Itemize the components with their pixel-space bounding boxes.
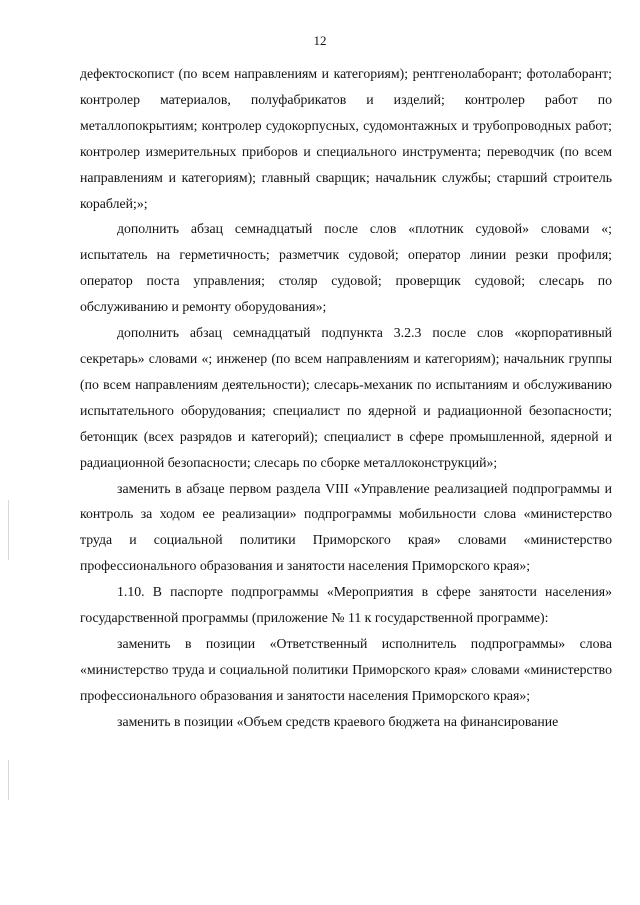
paragraph-continuation-list: дефектоскопист (по всем направлениям и категориям); рентгенолаборант; фотолаборант; контролер материалов, полуфабрикатов и изделий; контролер работ по металлопокрытиям; контролер судокорпусных, судомонтажных и трубопроводных работ; контролер измерительных приборов и специального инструмента; переводчик (по всем направлениям и категориям); главный сварщик; начальник службы; старший строитель кораблей;»; <box>80 66 612 211</box>
paragraph-replace-budget-volume: заменить в позиции «Объем средств краевого бюджета на финансирование <box>117 713 559 729</box>
paragraph-add-subclause-3-2-3: дополнить абзац семнадцатый подпункта 3.2.3 после слов «корпоративный секретарь» словами «; инженер (по всем направлениям и категориям); начальник группы (по всем направлениям деятельности); слесарь-механик по испытаниям и обслуживанию испытательного оборудования; специалист по ядерной и радиационной безопасности; бетонщик (всех разрядов и категорий); специалист в сфере промышленной, ядерной и радиационной безопасности; слесарь по сборке металлоконструкций»; <box>80 325 612 470</box>
scan-artifact-line <box>8 760 9 800</box>
paragraph-replace-section-viii: заменить в абзаце первом раздела VIII «Управление реализацией подпрограммы и контроль за ходом ее реализации» подпрограммы мобильности слова «министерство труда и социальной политики Приморского края» словами «министерство профессионального образования и занятости населения Приморского края»; <box>80 480 612 574</box>
paragraph-add-paragraph-17: дополнить абзац семнадцатый после слов «плотник судовой» словами «; испытатель на герметичность; разметчик судовой; оператор линии резки профиля; оператор поста управления; столяр судовой; проверщик судовой; слесарь по обслуживанию и ремонту оборудования»; <box>80 221 612 315</box>
paragraph-clause-1-10: 1.10. В паспорте подпрограммы «Мероприятия в сфере занятости населения» государственной программы (приложение № 11 к государственной программе): <box>80 584 612 626</box>
paragraph-replace-responsible-executor: заменить в позиции «Ответственный исполнитель подпрограммы» слова «министерство труда и социальной политики Приморского края» словами «министерство профессионального образования и занятости населения Приморского края»; <box>80 635 612 703</box>
document-body <box>80 61 612 735</box>
scan-artifact-line <box>8 500 9 560</box>
page-number: 12 <box>313 33 327 48</box>
